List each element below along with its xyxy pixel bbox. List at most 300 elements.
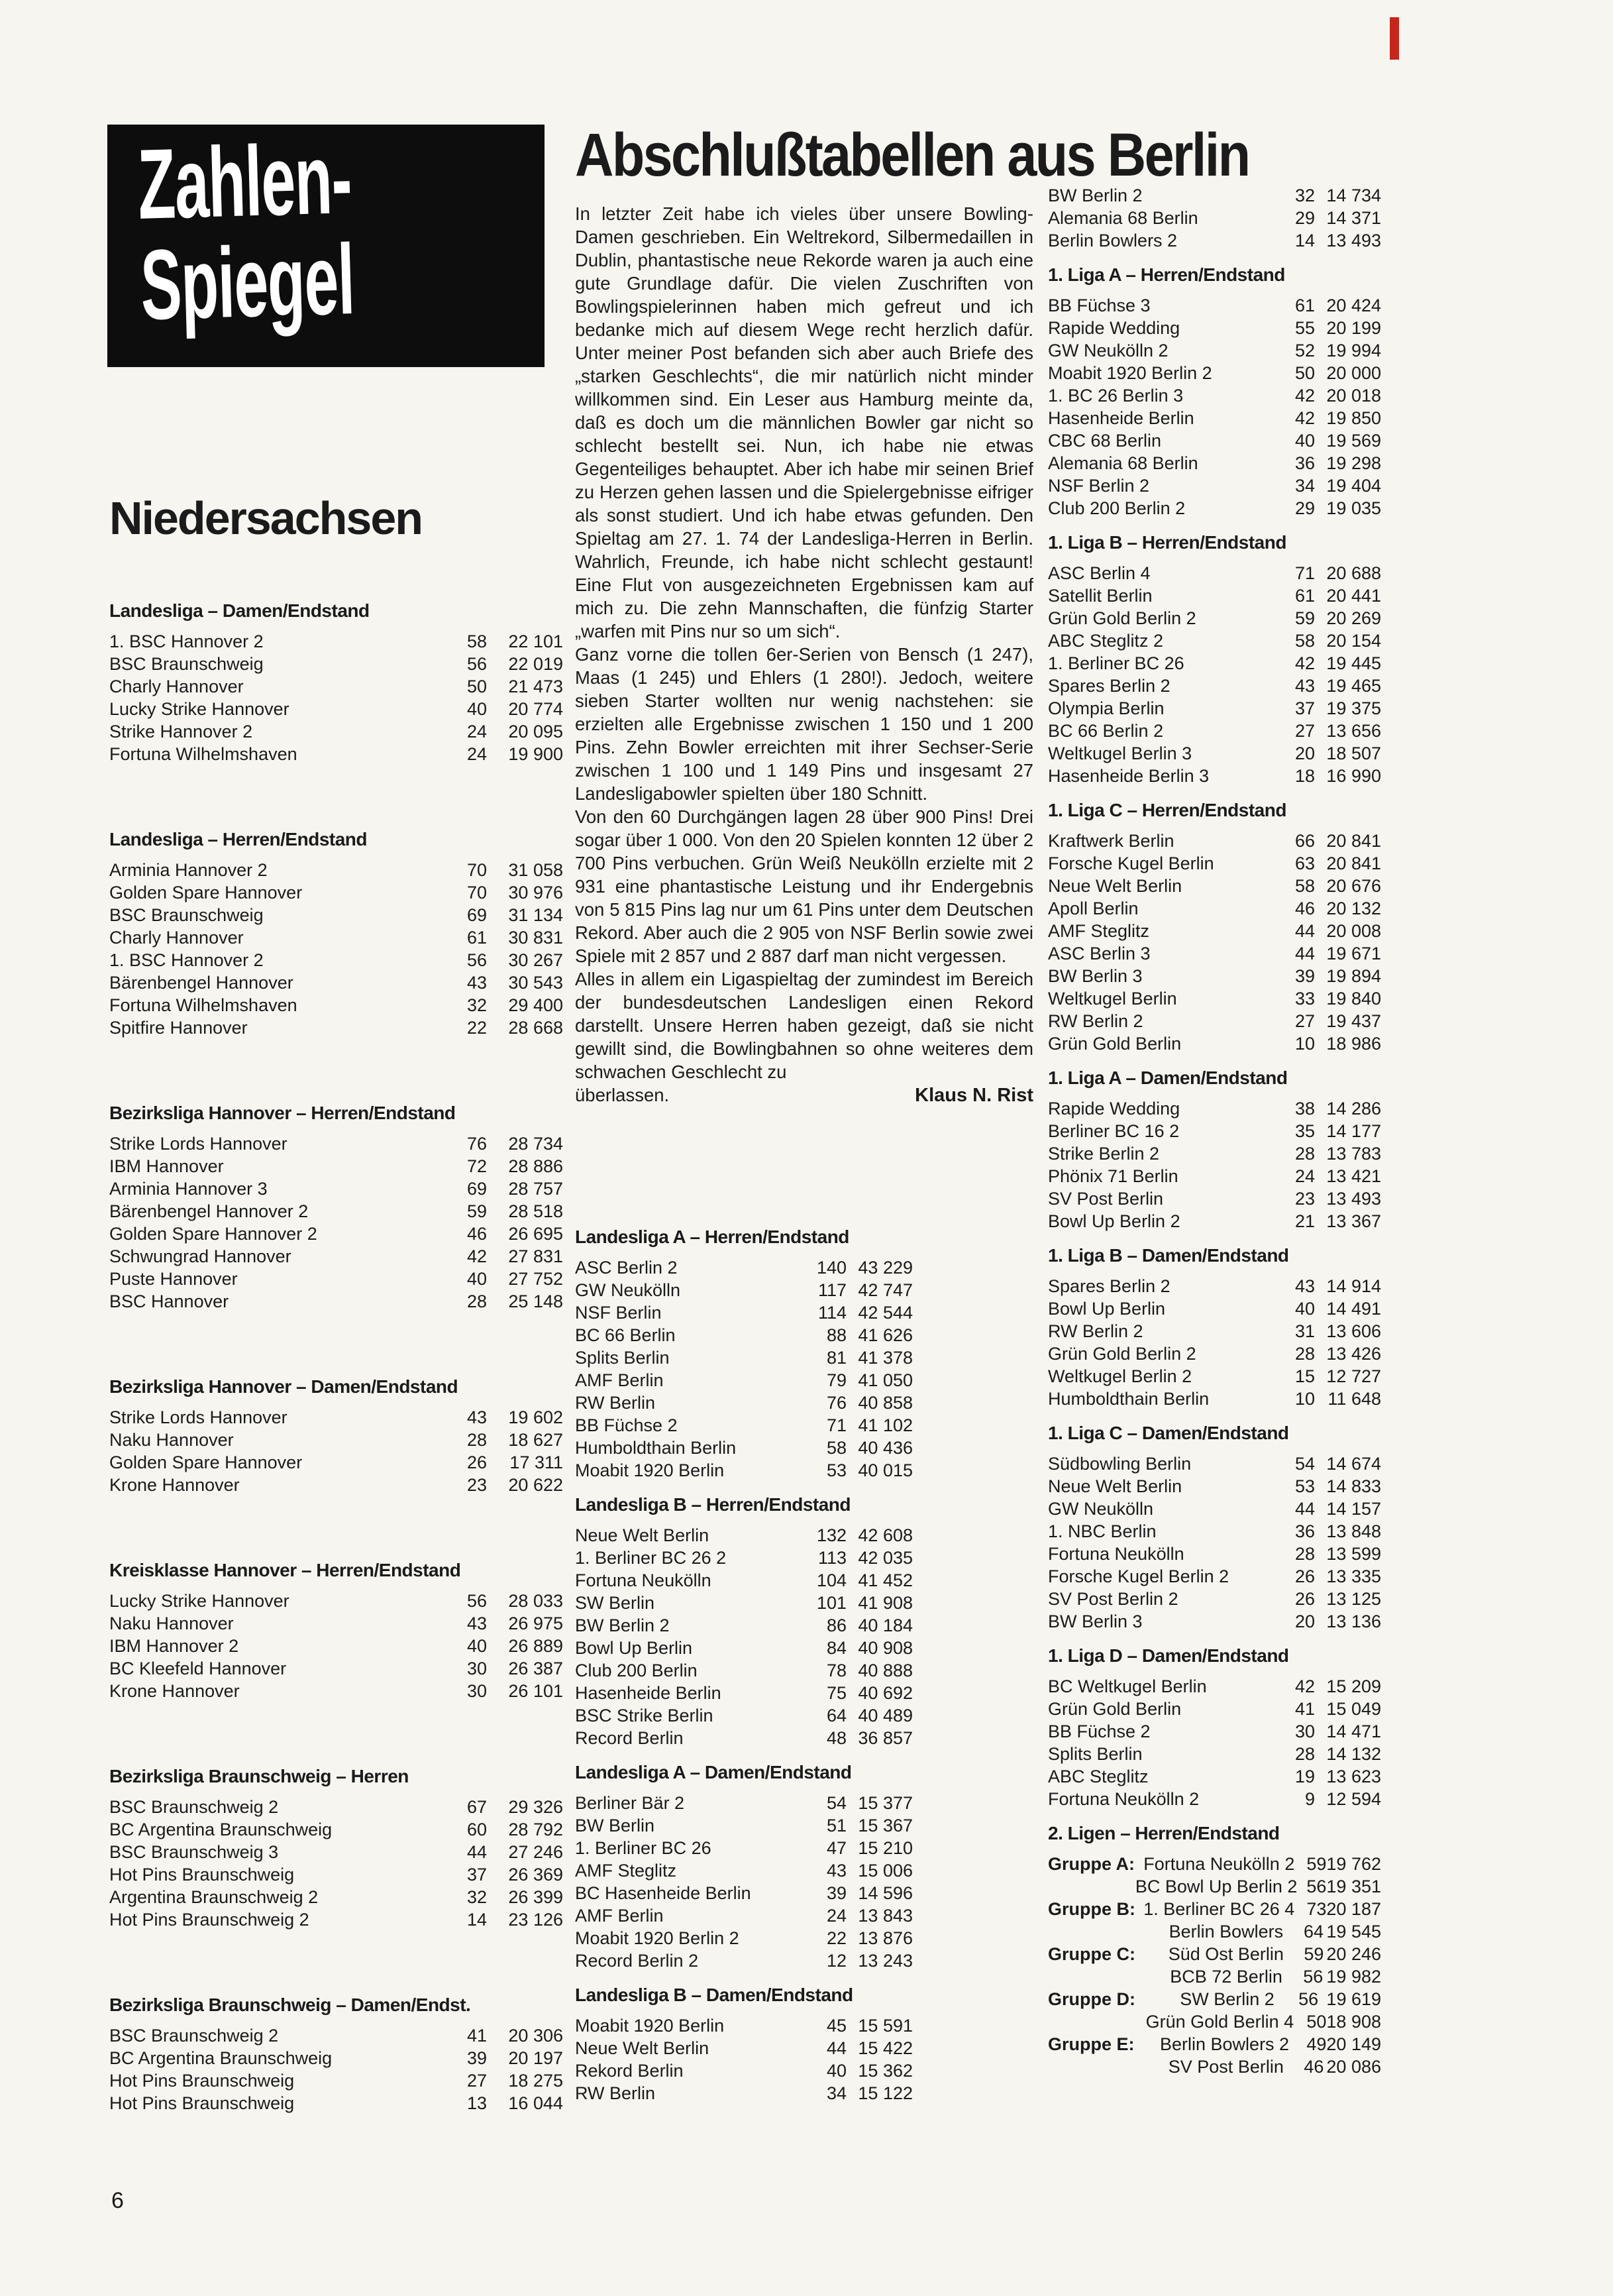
- points: 56: [466, 1591, 487, 1611]
- team-name: BC Bowl Up Berlin 2: [1135, 1877, 1298, 1896]
- team-name: Bärenbengel Hannover 2: [109, 1201, 309, 1221]
- points: 30: [466, 1681, 487, 1701]
- table-row: [109, 859, 563, 881]
- points: 66: [1294, 831, 1315, 851]
- pins: 40 692: [858, 1683, 913, 1703]
- team-name: Record Berlin: [575, 1728, 684, 1748]
- points: 27: [1294, 1011, 1315, 1031]
- points: 33: [1294, 989, 1315, 1009]
- table-row: [1048, 897, 1381, 920]
- table-title: Bezirksliga Hannover – Damen/Endstand: [109, 1376, 458, 1397]
- pins: 19 602: [508, 1407, 563, 1427]
- points: 55: [1294, 318, 1315, 338]
- league-table: [109, 1102, 563, 1313]
- team-name: RW Berlin 2: [1048, 1011, 1143, 1031]
- team-name: Satellit Berlin: [1048, 586, 1153, 606]
- table-row: [1048, 1720, 1381, 1743]
- pins: 18 908: [1326, 2012, 1381, 2032]
- article-signature-line: [575, 1083, 1033, 1107]
- points: 20: [1294, 1612, 1315, 1631]
- team-name: BSC Strike Berlin: [575, 1706, 713, 1725]
- points: 72: [466, 1156, 487, 1176]
- team-name: BSC Braunschweig: [109, 654, 264, 674]
- points: 71: [826, 1415, 847, 1435]
- points: 73: [1306, 1899, 1327, 1919]
- team-name: BC 66 Berlin 2: [1048, 721, 1164, 741]
- pins: 13 493: [1326, 1189, 1381, 1209]
- logo-text: [136, 123, 356, 341]
- table-row: [1048, 1275, 1381, 1297]
- points: 70: [466, 860, 487, 880]
- team-name: Forsche Kugel Berlin: [1048, 853, 1214, 873]
- table-row: [1048, 1297, 1381, 1320]
- table-row: [109, 1245, 563, 1268]
- article-title: Abschlußtabellen aus Berlin: [575, 121, 1249, 189]
- team-name: Grün Gold Berlin 4: [1145, 2012, 1294, 2032]
- team-name: Spares Berlin 2: [1048, 676, 1171, 696]
- team-name: GW Neukölln: [575, 1280, 681, 1300]
- team-name: Forsche Kugel Berlin 2: [1048, 1566, 1229, 1586]
- team-name: Bowl Up Berlin: [575, 1638, 693, 1658]
- pins: 30 267: [508, 950, 563, 970]
- points: 42: [466, 1246, 487, 1266]
- pins: 14 491: [1326, 1299, 1381, 1319]
- team-name: Club 200 Berlin 2: [1048, 498, 1186, 518]
- table-row: [1048, 1543, 1381, 1565]
- points: 22: [826, 1928, 847, 1948]
- table-title: 1. Liga D – Damen/Endstand: [1048, 1645, 1289, 1666]
- article-last-line: überlassen.: [575, 1085, 670, 1105]
- points: 18: [1294, 766, 1315, 786]
- team-name: BW Berlin 3: [1048, 966, 1143, 986]
- pins: 27 246: [508, 1842, 563, 1862]
- table-row: [1048, 317, 1381, 339]
- pins: 41 626: [858, 1325, 913, 1345]
- points: 42: [1294, 1676, 1315, 1696]
- group-label: Gruppe D:: [1048, 1989, 1135, 2009]
- team-name: Moabit 1920 Berlin 2: [1048, 363, 1212, 383]
- team-name: AMF Steglitz: [1048, 921, 1150, 941]
- pins: 15 006: [858, 1861, 913, 1881]
- pins: 19 894: [1326, 966, 1381, 986]
- points: 61: [1294, 296, 1315, 315]
- team-name: Hot Pins Braunschweig: [109, 2093, 295, 2113]
- pins: 14 286: [1326, 1099, 1381, 1119]
- pins: 20 149: [1326, 2034, 1381, 2054]
- team-name: Humboldthain Berlin: [1048, 1389, 1210, 1409]
- pins: 19 437: [1326, 1011, 1381, 1031]
- team-name: Alemania 68 Berlin: [1048, 453, 1198, 473]
- pins: 20 095: [508, 722, 563, 741]
- league-table: [575, 1984, 913, 2105]
- table-row: [109, 2047, 563, 2069]
- table-row: [109, 1223, 563, 1245]
- table-row: [575, 1814, 913, 1837]
- points: 49: [1306, 2034, 1327, 2054]
- points: 23: [466, 1475, 487, 1495]
- group-table-rows: [1048, 1853, 1381, 2078]
- points: 56: [1303, 1967, 1324, 1987]
- league-table: [1048, 531, 1381, 787]
- pins: 26 399: [508, 1887, 563, 1907]
- team-name: Fortuna Wilhelmshaven: [109, 995, 297, 1015]
- league-table: [1048, 1645, 1381, 1810]
- team-name: Bowl Up Berlin 2: [1048, 1211, 1180, 1231]
- team-name: Charly Hannover: [109, 928, 244, 948]
- table-row: [109, 1200, 563, 1223]
- team-name: Bärenbengel Hannover: [109, 973, 293, 993]
- group-label: [1048, 2055, 1169, 2078]
- table-row: [109, 1635, 563, 1657]
- points: 84: [826, 1638, 847, 1658]
- table-row: [1048, 294, 1381, 317]
- pins: 40 858: [858, 1393, 913, 1413]
- table-row: [109, 926, 563, 949]
- pins: 12 594: [1326, 1789, 1381, 1809]
- team-name: RW Berlin 2: [1048, 1321, 1143, 1341]
- table-title: Bezirksliga Braunschweig – Damen/Endst.: [109, 1995, 471, 2015]
- team-name: BSC Hannover: [109, 1291, 229, 1311]
- table-row: [575, 1392, 913, 1414]
- table-row: [575, 1369, 913, 1392]
- table-row: [109, 1268, 563, 1290]
- team-name: Rekord Berlin: [575, 2061, 684, 2081]
- points: 40: [826, 2061, 847, 2081]
- pins: 41 378: [858, 1348, 913, 1368]
- group-label: Gruppe E:: [1048, 2034, 1135, 2054]
- points: 69: [466, 905, 487, 925]
- team-name: Berliner BC 16 2: [1048, 1121, 1180, 1141]
- pins: 28 033: [508, 1591, 563, 1611]
- points: 40: [1294, 431, 1315, 451]
- points: 56: [1306, 1877, 1327, 1896]
- table-row: [575, 1459, 913, 1482]
- points: 34: [1294, 476, 1315, 496]
- table-title: 1. Liga A – Herren/Endstand: [1048, 264, 1285, 285]
- team-name: ASC Berlin 3: [1048, 944, 1151, 963]
- team-name: Spares Berlin 2: [1048, 1276, 1171, 1296]
- team-name: Golden Spare Hannover 2: [109, 1224, 317, 1244]
- points: 22: [466, 1018, 487, 1038]
- team-name: Hot Pins Braunschweig: [109, 1865, 295, 1885]
- team-name: Grün Gold Berlin: [1048, 1034, 1182, 1054]
- pins: 19 840: [1326, 989, 1381, 1009]
- left-column: [109, 600, 563, 2177]
- pins: 20 688: [1326, 563, 1381, 583]
- pins: 19 404: [1326, 476, 1381, 496]
- table-row: [1048, 1875, 1381, 1898]
- pins: 22 019: [508, 654, 563, 674]
- table-title: Landesliga – Herren/Endstand: [109, 829, 367, 849]
- pins: 40 184: [858, 1615, 913, 1635]
- team-name: AMF Berlin: [575, 1370, 664, 1390]
- pins: 20 246: [1326, 1944, 1381, 1964]
- pins: 26 975: [508, 1613, 563, 1633]
- table-row: [1048, 1032, 1381, 1055]
- table-title: Kreisklasse Hannover – Herren/Endstand: [109, 1560, 461, 1580]
- pins: 13 656: [1326, 721, 1381, 741]
- table-row: [109, 1451, 563, 1474]
- points: 54: [1294, 1454, 1315, 1474]
- table-row: [575, 1324, 913, 1346]
- team-name: Moabit 1920 Berlin: [575, 1460, 725, 1480]
- points: 140: [816, 1258, 847, 1278]
- points: 13: [466, 2093, 487, 2113]
- league-table: [575, 1494, 913, 1749]
- table-row: [109, 1818, 563, 1841]
- table-row: [1048, 229, 1381, 252]
- league-table: [1048, 1422, 1381, 1633]
- team-name: NSF Berlin: [575, 1303, 662, 1323]
- points: 69: [466, 1179, 487, 1199]
- team-name: Moabit 1920 Berlin 2: [575, 1928, 739, 1948]
- league-table: [575, 1226, 913, 1482]
- table-row: [1048, 765, 1381, 787]
- table-row: [109, 1406, 563, 1429]
- team-name: Apoll Berlin: [1048, 899, 1139, 918]
- pins: 13 125: [1326, 1589, 1381, 1609]
- table-row: [109, 994, 563, 1016]
- pins: 19 035: [1326, 498, 1381, 518]
- points: 114: [817, 1303, 847, 1323]
- pins: 26 101: [508, 1681, 563, 1701]
- table-row: [1048, 1165, 1381, 1187]
- table-title: 1. Liga B – Herren/Endstand: [1048, 532, 1286, 553]
- points: 27: [466, 2071, 487, 2091]
- points: 50: [1306, 2012, 1327, 2032]
- table-row: [1048, 1765, 1381, 1788]
- team-name: Hasenheide Berlin: [575, 1683, 721, 1703]
- team-name: GW Neukölln 2: [1048, 341, 1169, 360]
- table-row: [1048, 1565, 1381, 1588]
- table-row: [1048, 675, 1381, 697]
- table-row: [575, 1637, 913, 1659]
- table-row: [575, 2059, 913, 2082]
- table-row: [109, 698, 563, 720]
- league-table: [1048, 1067, 1381, 1232]
- logo-line1: Zahlen-: [136, 123, 353, 240]
- table-title: Landesliga A – Herren/Endstand: [575, 1227, 849, 1247]
- team-name: BSC Braunschweig 2: [109, 1797, 279, 1817]
- points: 113: [817, 1548, 847, 1568]
- pins: 13 599: [1326, 1544, 1381, 1564]
- pins: 40 015: [858, 1460, 913, 1480]
- table-row: [575, 1882, 913, 1904]
- team-name: SV Post Berlin: [1048, 1189, 1164, 1209]
- team-name: BSC Braunschweig 3: [109, 1842, 279, 1862]
- table-row: [1048, 207, 1381, 229]
- pins: 13 606: [1326, 1321, 1381, 1341]
- pins: 20 154: [1326, 631, 1381, 651]
- points: 58: [1294, 876, 1315, 896]
- points: 52: [1294, 341, 1315, 360]
- table-row: [1048, 584, 1381, 607]
- team-name: Puste Hannover: [109, 1269, 238, 1289]
- table-row: [575, 1682, 913, 1704]
- team-name: Hasenheide Berlin: [1048, 408, 1194, 428]
- table-row: [109, 720, 563, 743]
- points: 40: [466, 1636, 487, 1656]
- points: 86: [826, 1615, 847, 1635]
- points: 37: [466, 1865, 487, 1885]
- team-name: Rapide Wedding: [1048, 1099, 1180, 1119]
- pins: 25 148: [508, 1291, 563, 1311]
- pins: 13 136: [1326, 1612, 1381, 1631]
- pins: 20 622: [508, 1475, 563, 1495]
- points: 78: [826, 1661, 847, 1680]
- table-row: [109, 1908, 563, 1931]
- table-row: [575, 1904, 913, 1927]
- table-row: [1048, 607, 1381, 629]
- pins: 40 888: [858, 1661, 913, 1680]
- table-row: [575, 1437, 913, 1459]
- points: 20: [1294, 743, 1315, 763]
- points: 67: [466, 1797, 487, 1817]
- team-name: Krone Hannover: [109, 1681, 240, 1701]
- table-row: [109, 881, 563, 904]
- group-label: [1048, 1875, 1135, 1898]
- team-name: BCB 72 Berlin: [1170, 1967, 1282, 1987]
- points: 42: [1294, 653, 1315, 673]
- pins: 19 298: [1326, 453, 1381, 473]
- points: 43: [826, 1861, 847, 1881]
- pins: 14 157: [1326, 1499, 1381, 1519]
- points: 58: [826, 1438, 847, 1458]
- table-title: Landesliga A – Damen/Endstand: [575, 1762, 852, 1782]
- table-row: [1048, 1965, 1381, 1988]
- points: 28: [1294, 1744, 1315, 1764]
- team-name: 1. Berliner BC 26 4: [1143, 1899, 1295, 1919]
- table-row: [1048, 1452, 1381, 1475]
- table-row: [109, 675, 563, 698]
- table-row: [1048, 1988, 1381, 2010]
- table-row: [1048, 1898, 1381, 1920]
- team-name: Fortuna Neukölln 2: [1048, 1789, 1200, 1809]
- points: 53: [1294, 1476, 1315, 1496]
- table-row: [109, 1132, 563, 1155]
- team-name: Hot Pins Braunschweig: [109, 2071, 295, 2091]
- team-name: 1. NBC Berlin: [1048, 1521, 1157, 1541]
- pins: 19 375: [1326, 698, 1381, 718]
- group-league-table: [1048, 1822, 1381, 2078]
- pins: 19 850: [1326, 408, 1381, 428]
- team-name: Golden Spare Hannover: [109, 1452, 303, 1472]
- points: 32: [1294, 186, 1315, 205]
- pins: 21 473: [508, 677, 563, 696]
- team-name: ABC Steglitz 2: [1048, 631, 1164, 651]
- table-row: [1048, 875, 1381, 897]
- team-name: Süd Ost Berlin: [1168, 1944, 1284, 1964]
- table-row: [109, 949, 563, 971]
- table-row: [1048, 1920, 1381, 1943]
- pins: 28 757: [508, 1179, 563, 1199]
- pins: 13 493: [1326, 231, 1381, 250]
- table-row: [109, 1429, 563, 1451]
- table-row: [1048, 1320, 1381, 1342]
- table-row: [1048, 1365, 1381, 1388]
- team-name: Arminia Hannover 2: [109, 860, 268, 880]
- pins: 16 044: [508, 2093, 563, 2113]
- points: 43: [1294, 1276, 1315, 1296]
- points: 29: [1294, 498, 1315, 518]
- article-paragraph: In letzter Zeit habe ich vieles über unsere Bowling-Damen geschrieben. Ein Weltrekord, Silbermedaillen in Dublin, phantastische neue Rekorde waren ja auch eine gute Grundlage dafür. Die vielen Zuschriften von Bowlingspielerinnen haben mich gefreut und ich bedanke mich auf diesem Wege recht herzlich dafür. Unter meiner Post befanden sich aber auch Briefe des „starken Geschlechts“, die mir natürlich nicht minder willkommen sind. Ein Leser aus Hamburg meinte da, daß es doch um die männlichen Bowler gar nicht so schlecht bestellt sei. Nun, ich habe nie etwas Gegenteiliges behauptet. Aber ich habe mir seinen Brief zu Herzen gehen lassen und die Spielergebnisse eifriger als sonst studiert. Und ich habe etwas gefunden. Den Spieltag am 27. 1. 74 der Landesliga-Herren in Berlin. Wahrlich, Freunde, ich habe nicht schlecht gestaunt! Eine Flut von ausgezeichneten Ergebnissen kam auf mich zu. Die zehn Mannschaften, die fünfzig Starter „warfen mit Pins nur so um sich“.: [575, 203, 1033, 641]
- points: 75: [826, 1683, 847, 1703]
- points: 9: [1304, 1789, 1315, 1809]
- pins: 15 122: [858, 2083, 913, 2103]
- table-row: [1048, 629, 1381, 652]
- pins: 15 049: [1326, 1699, 1381, 1719]
- table-row: [109, 743, 563, 765]
- team-name: Spitfire Hannover: [109, 1018, 248, 1038]
- pins: 17 311: [509, 1452, 563, 1472]
- table-row: [1048, 407, 1381, 429]
- table-row: [1048, 920, 1381, 942]
- middle-column: [575, 202, 1033, 1107]
- points: 28: [1294, 1344, 1315, 1364]
- pins: 36 857: [858, 1728, 913, 1748]
- team-name: 1. Berliner BC 26: [575, 1838, 711, 1858]
- points: 24: [466, 744, 487, 764]
- pins: 18 507: [1326, 743, 1381, 763]
- points: 47: [826, 1838, 847, 1858]
- table-row: [109, 1796, 563, 1818]
- points: 46: [1304, 2057, 1324, 2077]
- team-name: Südbowling Berlin: [1048, 1454, 1192, 1474]
- team-name: Fortuna Wilhelmshaven: [109, 744, 297, 764]
- table-row: [575, 1279, 913, 1301]
- pins: 20 676: [1326, 876, 1381, 896]
- pins: 14 914: [1326, 1276, 1381, 1296]
- points: 30: [466, 1659, 487, 1678]
- table-row: [575, 1524, 913, 1547]
- points: 34: [826, 2083, 847, 2103]
- points: 50: [1294, 363, 1315, 383]
- league-table: [109, 828, 563, 1039]
- table-row: [109, 2024, 563, 2047]
- points: 43: [466, 1613, 487, 1633]
- logo-line2: Spiegel: [139, 223, 356, 341]
- points: 46: [466, 1224, 487, 1244]
- points: 59: [466, 1201, 487, 1221]
- table-row: [1048, 1588, 1381, 1610]
- article-paragraph: Ganz vorne die tollen 6er-Serien von Bensch (1 247), Maas (1 245) und Ehlers (1 280!). Jedoch, weitere sieben Starter wollten nur wenig nachstehen: sie erzielten alle Ergebnisse zwischen 1 150 und 1 200 Pins. Zehn Bowler erreichten mit ihrer Sechser-Serie zwischen 1 100 und 1 149 Pins und insgesamt 27 Landesligabowler spielten über 180 Schnitt.: [575, 644, 1033, 804]
- points: 10: [1294, 1389, 1315, 1409]
- team-name: AMF Steglitz: [575, 1861, 677, 1881]
- table-row: [1048, 562, 1381, 584]
- pins: 20 000: [1326, 363, 1381, 383]
- table-row: [1048, 184, 1381, 207]
- points: 64: [1304, 1922, 1324, 1941]
- table-row: [1048, 1743, 1381, 1765]
- pins: 19 671: [1326, 944, 1381, 963]
- points: 38: [1294, 1099, 1315, 1119]
- team-name: GW Neukölln: [1048, 1499, 1154, 1519]
- points: 26: [1294, 1589, 1315, 1609]
- team-name: Club 200 Berlin: [575, 1661, 698, 1680]
- points: 26: [1294, 1566, 1315, 1586]
- table-title: Landesliga B – Herren/Endstand: [575, 1494, 851, 1515]
- team-name: Berliner Bär 2: [575, 1793, 685, 1813]
- table-row: [1048, 720, 1381, 742]
- middle-tables: [575, 1226, 913, 2116]
- table-row: [1048, 830, 1381, 852]
- points: 28: [1294, 1544, 1315, 1564]
- pins: 41 908: [858, 1593, 913, 1613]
- pins: 13 876: [858, 1928, 913, 1948]
- table-row: [1048, 1342, 1381, 1365]
- team-name: Kraftwerk Berlin: [1048, 831, 1174, 851]
- pins: 13 623: [1326, 1767, 1381, 1786]
